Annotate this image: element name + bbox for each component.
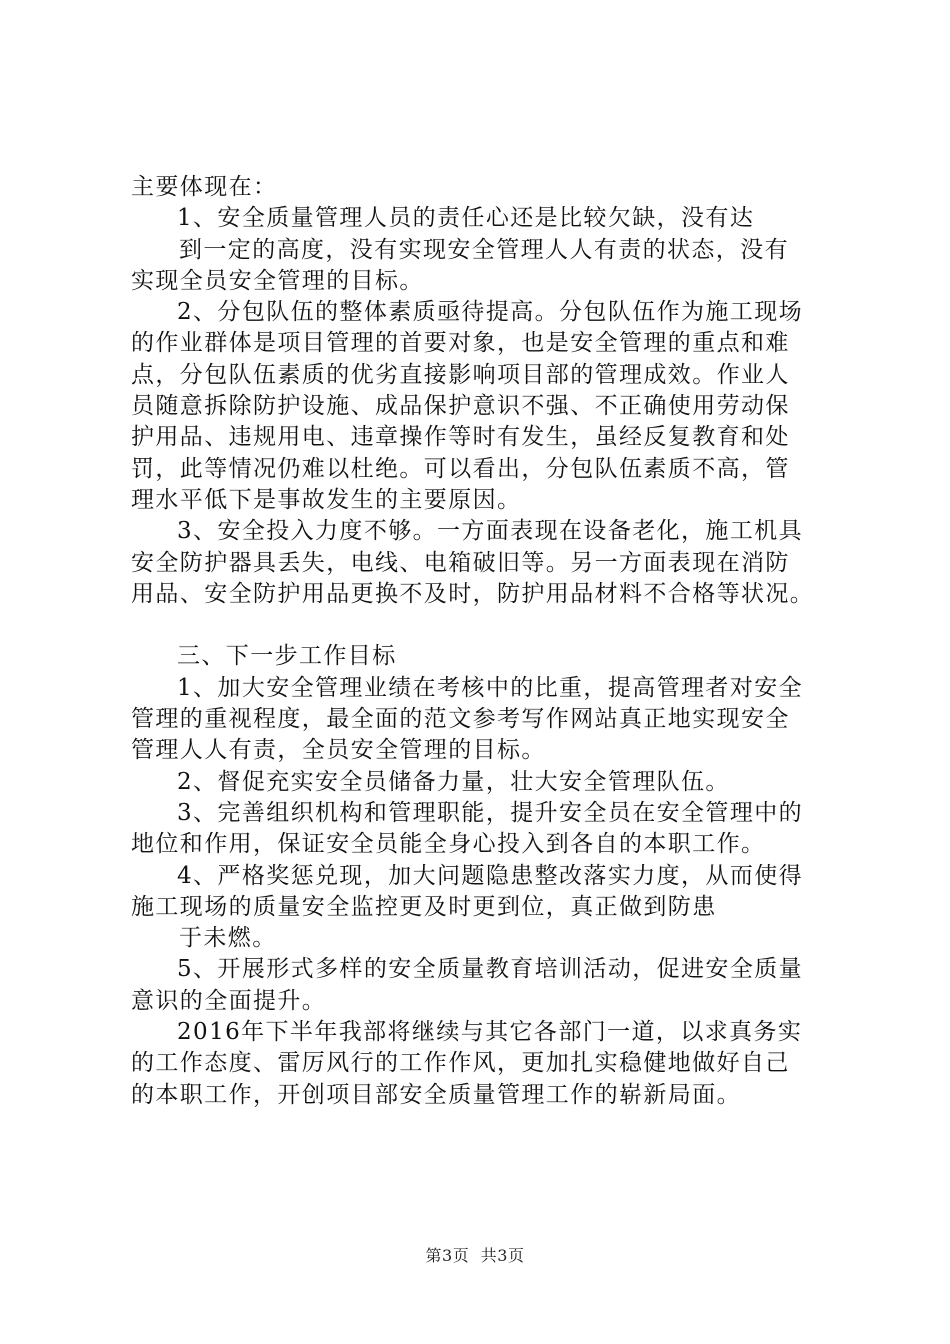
text-line: 地位和作用，保证安全员能全身心投入到各自的本职工作。 (131, 831, 766, 858)
text-line: 1、安全质量管理人员的责任心还是比较欠缺，没有达 (177, 205, 755, 232)
text-line: 管理的重视程度，最全面的范文参考写作网站真正地实现安全 (131, 706, 790, 733)
text-line: 的作业群体是项目管理的首要对象，也是安全管理的重点和难 (131, 330, 790, 357)
text-line: 的工作态度、雷厉风行的工作作风，更加扎实稳健地做好自己 (131, 1050, 790, 1077)
text-line: 管理人人有责，全员安全管理的目标。 (131, 737, 546, 764)
blank-line (131, 610, 851, 641)
text-line: 2、分包队伍的整体素质亟待提高。分包队伍作为施工现场 (177, 299, 804, 326)
text-line: 三、下一步工作目标 (177, 643, 397, 670)
text-line: 1、加大安全管理业绩在考核中的比重，提高管理者对安全 (177, 674, 804, 701)
text-line: 到一定的高度，没有实现安全管理人人有责的状态，没有 (179, 236, 789, 263)
text-line: 意识的全面提升。 (131, 987, 327, 1014)
page-footer (0, 1243, 950, 1266)
text-line: 安全防护器具丢失，电线、电箱破旧等。另一方面表现在消防 (131, 549, 790, 576)
text-line: 理水平低下是事故发生的主要原因。 (131, 486, 522, 513)
text-line: 员随意拆除防护设施、成品保护意识不强、不正确使用劳动保 (131, 393, 790, 420)
text-line: 用品、安全防护用品更换不及时，防护用品材料不合格等状况。 (131, 580, 815, 607)
text-line: 3、完善组织机构和管理职能，提升安全员在安全管理中的 (177, 799, 804, 826)
text-line: 2、督促充实安全员储备力量，壮大安全管理队伍。 (177, 768, 730, 795)
text-line: 2016年下半年我部将继续与其它各部门一道，以求真务实 (177, 1019, 803, 1046)
text-line: 施工现场的质量安全监控更及时更到位，真正做到防患 (131, 893, 717, 920)
text-line: 于未燃。 (179, 925, 277, 952)
text-line: 罚，此等情况仍难以杜绝。可以看出，分包队伍素质不高，管 (131, 455, 790, 482)
text-line: 的本职工作，开创项目部安全质量管理工作的崭新局面。 (131, 1081, 741, 1108)
text-line: 护用品、违规用电、违章操作等时有发生，虽经反复教育和处 (131, 424, 790, 451)
text-line: 3、安全投入力度不够。一方面表现在设备老化，施工机具 (177, 518, 804, 545)
page-total: 共3页 (480, 1246, 525, 1265)
page-number: 第3页 (425, 1246, 470, 1265)
text-line: 点，分包队伍素质的优劣直接影响项目部的管理成效。作业人 (131, 361, 790, 388)
text-line: 5、开展形式多样的安全质量教育培训活动，促进安全质量 (177, 956, 804, 983)
document-body (131, 172, 851, 1111)
text-line: 实现全员安全管理的目标。 (131, 267, 424, 294)
text-line: 4、严格奖惩兑现，加大问题隐患整改落实力度，从而使得 (177, 862, 804, 889)
text-line: 主要体现在： (131, 174, 278, 200)
